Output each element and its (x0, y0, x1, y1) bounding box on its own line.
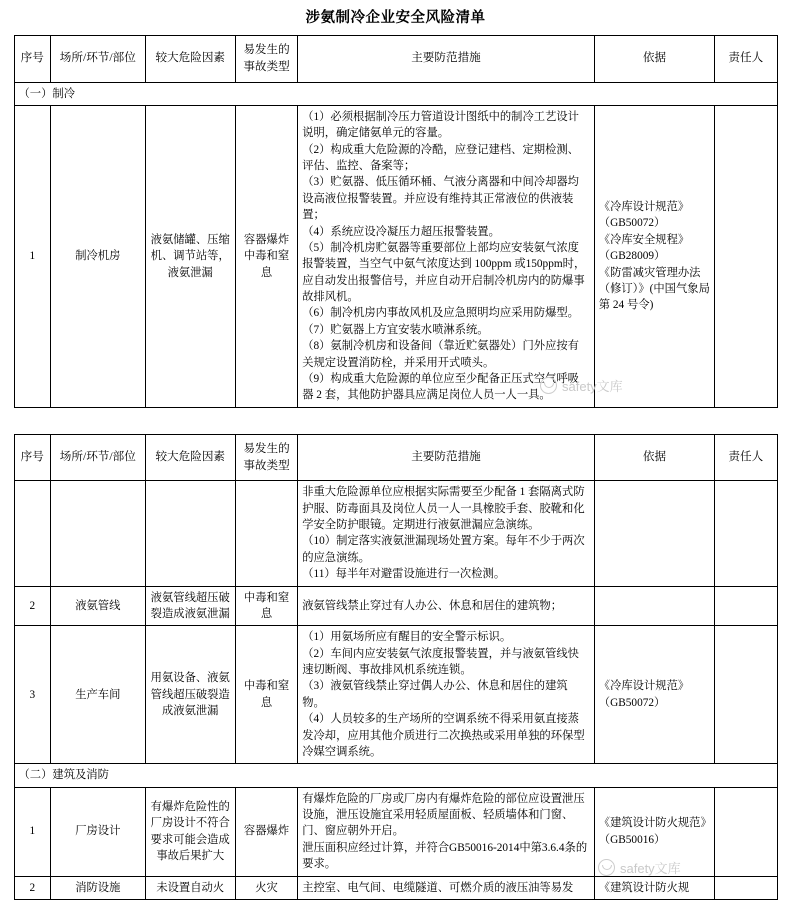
column-header-hazard: 较大危险因素 (145, 434, 235, 481)
cell-place: 消防设施 (51, 876, 146, 899)
table-header-row (14, 36, 777, 83)
cell-owner (715, 105, 777, 407)
cell-accident: 容器爆炸中毒和窒息 (235, 105, 297, 407)
section-row (14, 82, 777, 105)
cell-owner (715, 586, 777, 626)
column-header-accident: 易发生的事故类型 (235, 434, 297, 481)
cell-no: 3 (14, 626, 51, 764)
measure-item: （7）贮氨器上方宜安装水喷淋系统。 (302, 323, 489, 336)
risk-table-part1 (14, 35, 778, 408)
basis-item: 《建筑设计防火规 (598, 881, 690, 894)
measure-item: （3）液氨管线禁止穿过偶人办公、休息和居住的建筑物。 (302, 680, 568, 709)
cell-measures (298, 481, 595, 586)
basis-item: 《冷库安全规程》（GB28009） (598, 233, 690, 263)
table-row (14, 105, 777, 407)
cell-hazard: 液氨管线超压破裂造成液氨泄漏 (145, 586, 235, 626)
cell-owner (715, 876, 777, 899)
cell-measures (298, 626, 595, 764)
page-break-gap (0, 408, 791, 434)
cell-owner (715, 787, 777, 876)
cell-place: 制冷机房 (51, 105, 146, 407)
column-header-place: 场所/环节/部位 (51, 36, 146, 83)
cell-no (14, 481, 51, 586)
cell-basis (594, 626, 714, 764)
table-row (14, 626, 777, 764)
table-row (14, 876, 777, 899)
column-header-owner: 责任人 (715, 434, 777, 481)
column-header-no: 序号 (14, 36, 51, 83)
measure-item: （4）人员较多的生产场所的空调系统不得采用氨直接蒸发冷却，应用其他介质进行二次换热或采用单独的环保型冷媒空调系统。 (302, 713, 585, 758)
table-row (14, 787, 777, 876)
cell-hazard: 液氨储罐、压缩机、调节站等，液氨泄漏 (145, 105, 235, 407)
column-header-accident: 易发生的事故类型 (235, 36, 297, 83)
basis-item: 《防雷减灾管理办法（修订）》(中国气象局第 24 号令) (598, 266, 710, 312)
cell-measures (298, 586, 595, 626)
cell-accident: 火灾 (235, 876, 297, 899)
measure-item: 非重大危险源单位应根据实际需要至少配备 1 套隔离式防护服、防毒面具及岗位人员一人一具橡胶手套、胶靴和化学安全防护眼镜。定期进行液氨泄漏应急演练。 (302, 486, 585, 532)
cell-hazard: 未设置自动火 (145, 876, 235, 899)
cell-place (51, 481, 146, 586)
cell-measures (298, 787, 595, 876)
cell-basis (594, 481, 714, 586)
measure-item: （4）系统应设冷凝压力超压报警装置。 (302, 225, 500, 238)
page-title: 涉氨制冷企业安全风险清单 (305, 10, 486, 26)
measure-item: 有爆炸危险的厂房或厂房内有爆炸危险的部位应设置泄压设施，泄压设施宜采用轻质屋面板、轻质墙体和门窗、门、窗应朝外开启。 (302, 792, 585, 838)
cell-hazard: 有爆炸危险性的厂房设计不符合要求可能会造成事故后果扩大 (145, 787, 235, 876)
cell-measures (298, 105, 595, 407)
cell-place: 厂房设计 (51, 787, 146, 876)
column-header-measures: 主要防范措施 (298, 434, 595, 481)
cell-owner (715, 626, 777, 764)
cell-place: 生产车间 (51, 626, 146, 764)
column-header-owner: 责任人 (715, 36, 777, 83)
cell-basis (594, 876, 714, 899)
section-label: （一）制冷 (14, 82, 777, 105)
column-header-basis: 依据 (594, 434, 714, 481)
measure-item: （11）每半年对避雷设施进行一次检测。 (302, 568, 506, 581)
cell-accident (235, 481, 297, 586)
column-header-basis: 依据 (594, 36, 714, 83)
cell-basis (594, 105, 714, 407)
measure-item: （2）构成重大危险源的冷酷，应登记建档、定期检测、评估、监控、备案等； (302, 143, 579, 173)
table-header-row (14, 434, 777, 481)
cell-basis (594, 586, 714, 626)
cell-no: 1 (14, 105, 51, 407)
column-header-hazard: 较大危险因素 (145, 36, 235, 83)
basis-item: 《建筑设计防火规范》（GB50016） (598, 817, 707, 846)
cell-no: 2 (14, 586, 51, 626)
measure-item: （9）构成重大危险源的单位应至少配备正压式空气呼吸器 2 套，其他防护器具应满足岗位人员一人一具。 (302, 372, 579, 402)
cell-accident: 中毒和窒息 (235, 626, 297, 764)
measure-item: （8）氨制冷机房和设备间（靠近贮氨器处）门外应按有关规定设置消防栓，并采用开式喷头。 (302, 340, 579, 369)
measure-item: （10）制定落实液氨泄漏现场处置方案。每年不少于两次的应急演练。 (302, 535, 585, 564)
measure-item: （5）制冷机房贮氨器等重要部位上部均应安装氨气浓度报警装置，当空气中氨气浓度达到 100ppm 或150ppm时，应自动发出报警信号，并应自动开启制冷机房内的防爆事故排风机。 (302, 241, 586, 304)
watermark-label: safety文库 (562, 379, 623, 394)
cell-measures (298, 876, 595, 899)
section-row (14, 764, 777, 787)
cell-no: 1 (14, 787, 51, 876)
basis-item: 《冷库设计规范》（GB50072） (598, 201, 690, 230)
cell-no: 2 (14, 876, 51, 899)
section-label: （二）建筑及消防 (14, 764, 777, 787)
cell-place: 液氨管线 (51, 586, 146, 626)
measure-item: 泄压面积应经过计算，并符合GB50016-2014中第3.6.4条的要求。 (302, 841, 588, 871)
measure-item: 主控室、电气间、电缆隧道、可燃介质的液压油等易发 (302, 881, 574, 894)
measure-item: （1）必须根据制冷压力管道设计图纸中的制冷工艺设计说明，确定储氨单元的容量。 (302, 110, 579, 140)
cell-owner (715, 481, 777, 586)
measure-item: （1）用氨场所应有醒目的安全警示标识。 (302, 631, 512, 644)
cell-hazard: 用氨设备、液氨管线超压破裂造成液氨泄漏 (145, 626, 235, 764)
cell-accident: 容器爆炸 (235, 787, 297, 876)
measure-item: （3）贮氨器、低压循环桶、气液分离器和中间冷却器均设高液位报警装置。并应设有维持其正常液位的供液装置； (302, 176, 579, 222)
cell-hazard (145, 481, 235, 586)
measure-item: 液氨管线禁止穿过有人办公、休息和居住的建筑物； (302, 599, 563, 612)
basis-item: 《冷库设计规范》（GB50072） (598, 680, 690, 709)
cell-accident: 中毒和窒息 (235, 586, 297, 626)
measure-item: （6）制冷机房内事故风机及应急照明均应采用防爆型。 (302, 307, 579, 320)
column-header-place: 场所/环节/部位 (51, 434, 146, 481)
column-header-no: 序号 (14, 434, 51, 481)
table-row (14, 586, 777, 626)
column-header-measures: 主要防范措施 (298, 36, 595, 83)
table-row (14, 481, 777, 586)
cell-basis (594, 787, 714, 876)
risk-table-part2 (14, 434, 778, 900)
measure-item: （2）车间内应安装氨气浓度报警装置，并与液氨管线快速切断阀、事故排风机系统连锁。 (302, 647, 579, 677)
watermark-label: safety文库 (620, 861, 681, 876)
